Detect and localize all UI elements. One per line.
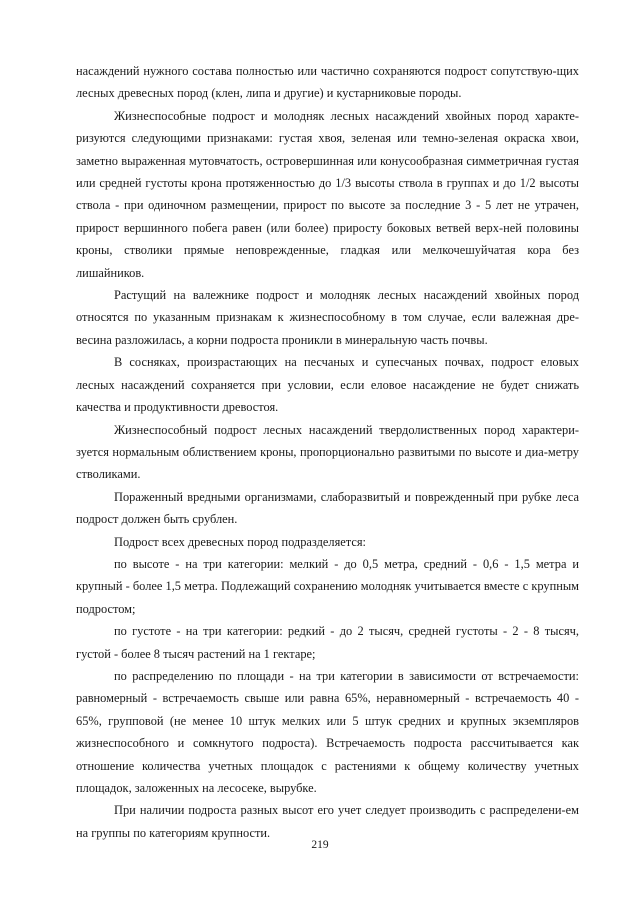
paragraph-classification-intro: Подрост всех древесных пород подразделяется: xyxy=(114,534,366,549)
paragraph-viable-conifer-signs: Жизнеспособные подрост и молодняк лесных насаждений хвойных пород характе-ризуются следующими признаками: густая хвоя, зеленая или темно-зеленая окраска хвои, заметно выраженная мутовчатость, островершинная или конусообразная симметричная густая или средней густоты крона протяженностью до 1/3 высоты ствола в группах и до 1/2 высоты ствола - при одиночном размещении, прирост по высоте за последние 3 - 5 лет не утрачен, прирост вершинного побега равен (или более) приросту боковых ветвей верх-ней половины кроны, стволики прямые неповрежденные, гладкая или мелкочешуйчатая кора без лишайников. xyxy=(76,108,579,280)
paragraph-continuation: насаждений нужного состава полностью или частично сохраняются подрост сопутствую-щих лесных древесных пород (клен, липа и другие) и кустарниковые породы. xyxy=(76,64,579,101)
paragraph-hardwood-viable: Жизнеспособный подрост лесных насаждений твердолиственных пород характери-зуется нормальным облиствением кроны, пропорционально развитыми по высоте и диа-метру стволиками. xyxy=(76,422,579,482)
paragraph-deadwood-growth: Растущий на валежнике подрост и молодняк лесных насаждений хвойных пород относятся по указанным признакам к жизнеспособному в том случае, если валежная дре-весина разложилась, а корни подроста проникли в минеральную часть почвы. xyxy=(76,288,579,347)
page-number: 219 xyxy=(311,839,329,851)
paragraph-pine-stands: В сосняках, произрастающих на песчаных и супесчаных почвах, подрост еловых лесных насаждений сохраняется при условии, если еловое насаждение не будет снижать качества и продуктивности древостоя. xyxy=(76,355,579,415)
paragraph-mixed-heights: При наличии подроста разных высот его учет следует производить с распределени-ем на группы по категориям крупности. xyxy=(76,803,579,840)
paragraph-by-distribution: по распределению по площади - на три категории в зависимости от встречаемости: равномерный - встречаемость свыше или равна 65%, неравномерный - встречаемость 40 - 65%, групповой (не менее 10 штук мелких или 5 штук средних и крупных экземпляров жизнеспособного и сомкнутого подроста). Встречаемость подроста рассчитывается как отношение количества учетных площадок с растениями к общему количеству учетных площадок, заложенных на лесосеке, вырубке. xyxy=(76,668,579,795)
body-text xyxy=(76,60,579,844)
paragraph-damaged-growth: Пораженный вредными организмами, слаборазвитый и поврежденный при рубке леса подрост должен быть срублен. xyxy=(76,489,579,527)
paragraph-by-height: по высоте - на три категории: мелкий - до 0,5 метра, средний - 0,6 - 1,5 метра и крупный - более 1,5 метра. Подлежащий сохранению молодняк учитывается вместе с крупным подростом; xyxy=(76,556,579,616)
paragraph-by-density: по густоте - на три категории: редкий - до 2 тысяч, средней густоты - 2 - 8 тысяч, густой - более 8 тысяч растений на 1 гектаре; xyxy=(76,624,579,661)
